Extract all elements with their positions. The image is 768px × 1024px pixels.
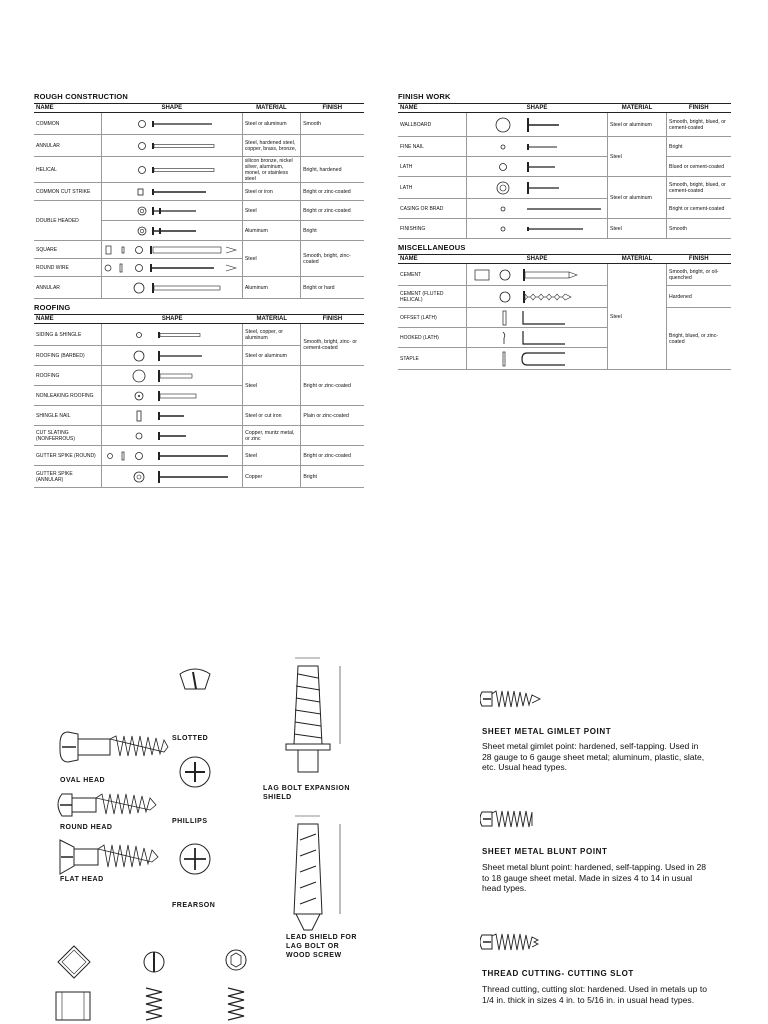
finish-work-table bbox=[398, 103, 731, 239]
round-head-label: ROUND HEAD bbox=[60, 824, 113, 831]
row-material: Steel bbox=[608, 219, 667, 239]
table-row bbox=[34, 183, 364, 201]
row-name: COMMON CUT STRIKE bbox=[34, 183, 101, 201]
row-finish: Smooth, bright, blued, or cement-coated bbox=[667, 113, 732, 137]
flat-head-screw-icon bbox=[60, 840, 158, 874]
row-material: Steel or aluminum bbox=[242, 113, 300, 135]
col-finish: FINISH bbox=[667, 104, 732, 113]
square-nail-icon bbox=[102, 244, 242, 256]
row-name: OFFSET (LATH) bbox=[398, 308, 467, 328]
table-row bbox=[398, 113, 731, 137]
row-name: CASING OR BRAD bbox=[398, 199, 467, 219]
flat-head-label: FLAT HEAD bbox=[60, 876, 104, 883]
row-finish: Bright bbox=[667, 137, 732, 157]
gimlet-point-screw-icon bbox=[480, 688, 560, 710]
table-row bbox=[398, 157, 731, 177]
row-finish: Bright bbox=[301, 466, 364, 488]
col-finish: FINISH bbox=[301, 315, 364, 324]
row-name: COMMON bbox=[34, 113, 101, 135]
lag-bolt-expansion-shield-icon bbox=[286, 658, 340, 772]
row-finish: Smooth bbox=[667, 219, 732, 239]
row-material: Steel, hardened steel, copper, brass, bronze, bbox=[242, 135, 300, 157]
frearson-head-icon bbox=[180, 844, 210, 874]
miscellaneous-title: MISCELLANEOUS bbox=[398, 243, 466, 252]
table-row bbox=[34, 446, 364, 466]
row-material: Steel or iron bbox=[242, 183, 300, 201]
lead-shield-icon bbox=[294, 816, 340, 930]
row-name: GUTTER SPIKE (ROUND) bbox=[34, 446, 102, 466]
gimlet-point-desc: Sheet metal gimlet point: hardened, self-tapping. Used in 28 gauge to 6 gauge sheet metal; aluminum, plastic, slate, etc. Usual head types. bbox=[482, 741, 705, 772]
row-finish: Hardened bbox=[667, 286, 732, 308]
blunt-point-screw-icon bbox=[480, 808, 560, 830]
rough-roofing-panel bbox=[34, 92, 364, 488]
table-row bbox=[398, 177, 731, 199]
row-name: SHINGLE NAIL bbox=[34, 406, 102, 426]
table-row bbox=[398, 308, 731, 328]
col-finish: FINISH bbox=[667, 255, 732, 264]
row-material: Copper bbox=[243, 466, 301, 488]
row-material: Steel or aluminum bbox=[608, 113, 667, 137]
row-name: DOUBLE HEADED bbox=[34, 201, 101, 241]
rough-construction-table bbox=[34, 103, 364, 299]
row-material: Steel bbox=[243, 366, 301, 406]
common-nail-icon bbox=[102, 118, 242, 130]
oval-head-screw-icon bbox=[60, 732, 168, 762]
slotted-head-icon bbox=[180, 669, 210, 689]
cement-nail-icon bbox=[467, 267, 607, 283]
row-finish: Bright, blued, or zinc-coated bbox=[667, 308, 732, 370]
row-material: Steel or aluminum bbox=[608, 177, 667, 219]
table-row bbox=[34, 426, 364, 446]
row-name: ANNULAR bbox=[34, 135, 101, 157]
blunt-point-title: SHEET METAL BLUNT POINT bbox=[482, 847, 608, 856]
row-finish: Bright, hardened bbox=[301, 157, 364, 183]
row-name: CEMENT bbox=[398, 264, 467, 286]
gutter-spike-annular-icon bbox=[102, 469, 242, 485]
col-shape: SHAPE bbox=[467, 104, 608, 113]
col-name: NAME bbox=[398, 255, 467, 264]
table-row bbox=[398, 264, 731, 286]
table-row bbox=[34, 157, 364, 183]
row-finish: Smooth, bright, zinc- or cement-coated bbox=[301, 324, 364, 366]
fluted-helical-nail-icon bbox=[467, 289, 607, 305]
table-row bbox=[398, 219, 731, 239]
lead-shield-label: LEAD SHIELD FOR LAG BOLT OR WOOD SCREW bbox=[286, 934, 357, 959]
table-row bbox=[34, 113, 364, 135]
row-finish: Bright or hard bbox=[301, 277, 364, 299]
oval-head-label: OVAL HEAD bbox=[60, 777, 106, 784]
thread-cutting-desc: Thread cutting, cutting slot: hardened. Used in metals up to 1/4 in. thick in sizes 4 in. to 5/16 in. in usual head types. bbox=[482, 984, 707, 1005]
barbed-roofing-nail-icon bbox=[102, 349, 242, 363]
roofing-table bbox=[34, 314, 364, 488]
slotted-bolt-icon bbox=[144, 952, 164, 1020]
table-row bbox=[34, 201, 364, 221]
roofing-nail-icon bbox=[102, 368, 242, 384]
col-material: MATERIAL bbox=[243, 315, 301, 324]
row-finish: Smooth, bright, blued, or cement-coated bbox=[667, 177, 732, 199]
row-material: Steel, copper, or aluminum bbox=[243, 324, 301, 346]
row-finish: Bright or zinc-coated bbox=[301, 446, 364, 466]
cut-slating-nail-icon bbox=[102, 429, 242, 443]
row-name: SIDING & SHINGLE bbox=[34, 324, 102, 346]
table-row bbox=[34, 324, 364, 346]
row-name: LATH bbox=[398, 157, 467, 177]
table-row bbox=[34, 277, 364, 299]
row-name: HOOKED (LATH) bbox=[398, 328, 467, 348]
row-material: Steel or aluminum bbox=[243, 346, 301, 366]
row-material: Copper, muntz metal, or zinc bbox=[243, 426, 301, 446]
helical-nail-icon bbox=[102, 164, 242, 176]
row-finish: Smooth, bright, or oil-quenched bbox=[667, 264, 732, 286]
row-name: GUTTER SPIKE (ANNULAR) bbox=[34, 466, 102, 488]
table-row bbox=[34, 466, 364, 488]
row-material: Steel bbox=[608, 264, 667, 370]
row-finish: Bright or zinc-coated bbox=[301, 366, 364, 406]
row-name: ROOFING bbox=[34, 366, 102, 386]
row-name: FINISHING bbox=[398, 219, 467, 239]
offset-lath-nail-icon bbox=[467, 309, 607, 327]
row-name: ANNULAR bbox=[34, 277, 101, 299]
row-name: ROUND WIRE bbox=[34, 259, 101, 277]
finishing-nail-icon bbox=[467, 223, 607, 235]
row-material: silicon bronze, nickel silver, aluminum, monel, or stainless steel bbox=[242, 157, 300, 183]
row-material: Steel bbox=[242, 241, 300, 277]
row-name: HELICAL bbox=[34, 157, 101, 183]
cut-strike-nail-icon bbox=[102, 186, 242, 198]
row-name: CEMENT (FLUTED HELICAL) bbox=[398, 286, 467, 308]
col-name: NAME bbox=[34, 315, 102, 324]
gutter-spike-round-icon bbox=[102, 449, 242, 463]
annular-nail-icon bbox=[102, 140, 242, 152]
row-material: Aluminum bbox=[242, 277, 300, 299]
row-name: LATH bbox=[398, 177, 467, 199]
rough-construction-title: ROUGH CONSTRUCTION bbox=[34, 92, 129, 101]
row-name: FINE NAIL bbox=[398, 137, 467, 157]
frearson-label: FREARSON bbox=[172, 902, 216, 909]
col-material: MATERIAL bbox=[608, 255, 667, 264]
siding-shingle-nail-icon bbox=[102, 329, 242, 341]
col-finish: FINISH bbox=[301, 104, 364, 113]
thread-cutting-title: THREAD CUTTING- CUTTING SLOT bbox=[482, 969, 634, 978]
row-name: SQUARE bbox=[34, 241, 101, 259]
finish-work-title: FINISH WORK bbox=[398, 92, 451, 101]
table-row bbox=[398, 286, 731, 308]
wallboard-nail-icon bbox=[467, 116, 607, 134]
row-name: STAPLE bbox=[398, 348, 467, 370]
nonleaking-roofing-nail-icon bbox=[102, 389, 242, 403]
row-finish: Smooth bbox=[301, 113, 364, 135]
hooked-lath-nail-icon bbox=[467, 329, 607, 347]
row-finish: Bright or cement-coated bbox=[667, 199, 732, 219]
row-finish: Bright or zinc-coated bbox=[301, 201, 364, 221]
table-row bbox=[34, 406, 364, 426]
col-shape: SHAPE bbox=[102, 315, 243, 324]
fine-nail-icon bbox=[467, 141, 607, 153]
table-row bbox=[398, 137, 731, 157]
finish-misc-panel bbox=[398, 92, 731, 370]
table-row bbox=[398, 199, 731, 219]
row-name: ROOFING (BARBED) bbox=[34, 346, 102, 366]
table-row bbox=[34, 241, 364, 259]
col-shape: SHAPE bbox=[467, 255, 608, 264]
col-name: NAME bbox=[34, 104, 101, 113]
col-material: MATERIAL bbox=[242, 104, 300, 113]
row-finish bbox=[301, 135, 364, 157]
square-head-bolt-icon bbox=[56, 946, 90, 1020]
col-name: NAME bbox=[398, 104, 467, 113]
row-material: Aluminum bbox=[242, 221, 300, 241]
round-head-screw-icon bbox=[58, 794, 156, 816]
shingle-nail-icon bbox=[102, 409, 242, 423]
double-headed-nail-icon bbox=[102, 205, 242, 217]
col-shape: SHAPE bbox=[101, 104, 242, 113]
row-finish: Bright or zinc-coated bbox=[301, 183, 364, 201]
row-finish: Smooth, bright, zinc-coated bbox=[301, 241, 364, 277]
row-finish: Plain or zinc-coated bbox=[301, 406, 364, 426]
miscellaneous-table bbox=[398, 254, 731, 370]
staple-icon bbox=[467, 349, 607, 369]
row-material: Steel bbox=[243, 446, 301, 466]
round-wire-nail-icon bbox=[102, 262, 242, 274]
row-finish bbox=[301, 426, 364, 446]
row-material: Steel or cut iron bbox=[243, 406, 301, 426]
row-finish: Bright bbox=[301, 221, 364, 241]
phillips-label: PHILLIPS bbox=[172, 818, 208, 825]
table-row bbox=[34, 135, 364, 157]
annular-aluminum-nail-icon bbox=[102, 281, 242, 295]
double-headed-aluminum-nail-icon bbox=[102, 225, 242, 237]
casing-brad-nail-icon bbox=[467, 203, 607, 215]
row-name: WALLBOARD bbox=[398, 113, 467, 137]
socket-head-bolt-icon bbox=[226, 950, 246, 1020]
screw-illustrations bbox=[50, 644, 450, 1024]
row-name: NONLEAKING ROOFING bbox=[34, 386, 102, 406]
lath-nail-icon bbox=[467, 160, 607, 174]
thread-cutting-screw-icon bbox=[480, 931, 560, 953]
slotted-label: SLOTTED bbox=[172, 735, 209, 742]
col-material: MATERIAL bbox=[608, 104, 667, 113]
row-material: Steel bbox=[242, 201, 300, 221]
gimlet-point-title: SHEET METAL GIMLET POINT bbox=[482, 727, 612, 736]
row-material: Steel bbox=[608, 137, 667, 177]
phillips-head-icon bbox=[180, 757, 210, 787]
roofing-title: ROOFING bbox=[34, 303, 71, 312]
table-row bbox=[34, 366, 364, 386]
row-name: CUT SLATING (NONFERROUS) bbox=[34, 426, 102, 446]
lath-blued-nail-icon bbox=[467, 180, 607, 196]
row-finish: Blued or cement-coated bbox=[667, 157, 732, 177]
blunt-point-desc: Sheet metal blunt point: hardened, self-tapping. Used in 28 to 18 gauge sheet metal. Made in sizes 4 to 14 in usual head types. bbox=[482, 862, 707, 893]
lag-bolt-label: LAG BOLT EXPANSION SHIELD bbox=[263, 785, 350, 801]
